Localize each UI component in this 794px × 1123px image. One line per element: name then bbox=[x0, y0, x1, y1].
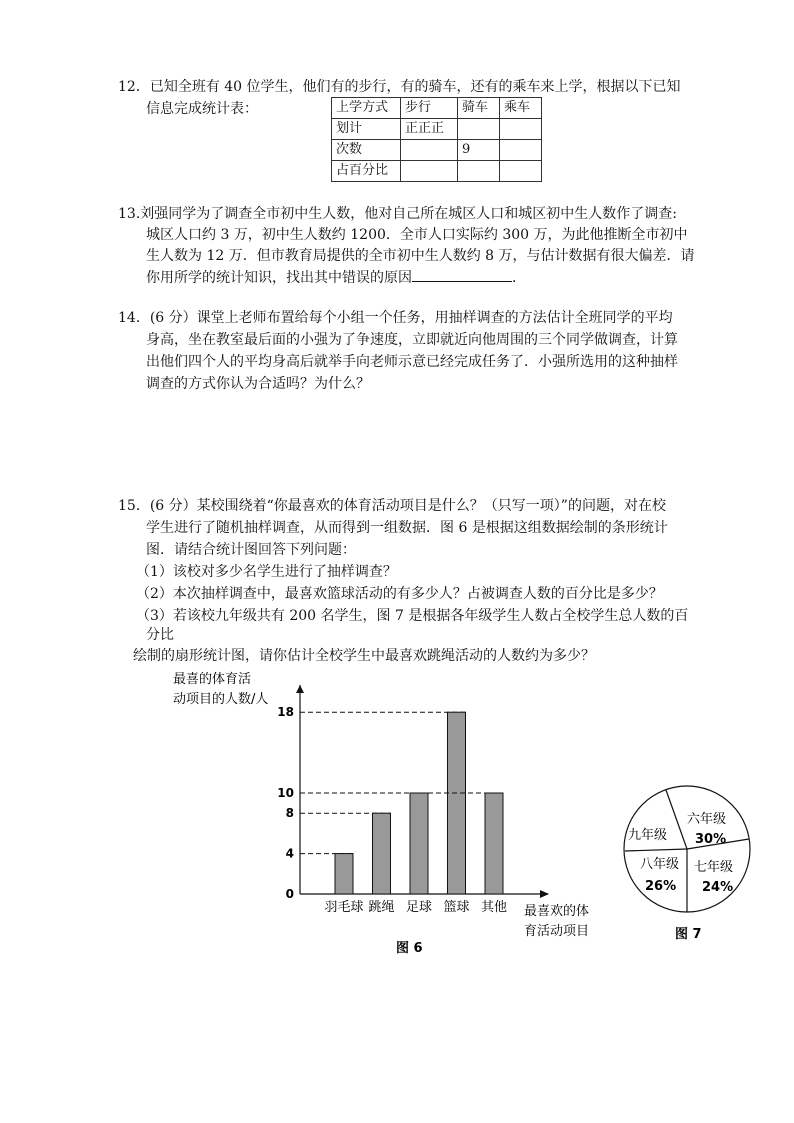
bar bbox=[373, 813, 391, 894]
table-header-row bbox=[332, 98, 542, 119]
table-header-cell: 上学方式 bbox=[332, 98, 401, 119]
q14-line1: 14．(6 分）课堂上老师布置给每个小组一个任务，用抽样调查的方法估计全班同学的平均 bbox=[118, 310, 673, 326]
q12-line2: 信息完成统计表： bbox=[146, 101, 258, 117]
q15-sub1: （1）该校对多少名学生进行了抽样调查？ bbox=[136, 564, 397, 580]
q13-line4 bbox=[146, 267, 526, 288]
x-tick-label: 篮球 bbox=[443, 900, 470, 915]
table-header-cell: 步行 bbox=[401, 98, 458, 119]
commute-table bbox=[331, 97, 542, 182]
table-cell: 划计 bbox=[332, 119, 401, 140]
bar bbox=[485, 793, 503, 894]
answer-blank[interactable] bbox=[412, 267, 512, 282]
y-tick-label: 0 bbox=[285, 887, 294, 901]
bar bbox=[335, 854, 353, 894]
x-tick-label: 跳绳 bbox=[368, 900, 395, 915]
table-header-cell: 乘车 bbox=[500, 98, 542, 119]
q13-line2: 城区人口约 3 万，初中生人数约 1200．全市人口实际约 300 万，为此他推断全市初中 bbox=[146, 227, 688, 243]
table-cell bbox=[458, 119, 500, 140]
bar bbox=[448, 712, 466, 894]
table-cell bbox=[401, 140, 458, 161]
x-tick-label: 其他 bbox=[480, 900, 508, 915]
pie-slice-label: 七年级 bbox=[694, 860, 734, 875]
table-cell: 正正正 bbox=[401, 119, 458, 140]
pie-slice-label: 八年级 bbox=[640, 857, 680, 872]
q13-line4-end: ． bbox=[512, 270, 526, 286]
table-row bbox=[332, 119, 542, 140]
y-tick-label: 8 bbox=[285, 806, 294, 821]
q15-line1: 15．(6 分）某校围绕着“你最喜欢的体育活动项目是什么？（只写一项）”的问题，对在校 bbox=[118, 498, 666, 514]
y-axis-label: 最喜的体育活 bbox=[173, 672, 252, 687]
q13-line3: 生人数为 12 万．但市教育局提供的全市初中生人数约 8 万，与估计数据有很大偏差．请 bbox=[146, 248, 695, 264]
x-tick-label: 足球 bbox=[405, 900, 433, 915]
q15-last-line: 绘制的扇形统计图，请你估计全校学生中最喜欢跳绳活动的人数约为多少？ bbox=[133, 648, 595, 664]
pie-slice-label: 九年级 bbox=[628, 828, 668, 843]
x-axis-label: 育活动项目 bbox=[524, 924, 590, 939]
pie-chart bbox=[615, 780, 765, 950]
q15-line3: 图．请结合统计图回答下列问题： bbox=[146, 542, 356, 558]
q14-line3: 出他们四个人的平均身高后就举手向老师示意已经完成任务了．小强所选用的这种抽样 bbox=[146, 354, 678, 370]
table-cell bbox=[401, 161, 458, 182]
y-tick-label: 10 bbox=[277, 786, 294, 800]
y-axis-arrow bbox=[296, 685, 304, 693]
bar-chart bbox=[160, 665, 620, 960]
x-axis-label: 最喜欢的体 bbox=[524, 904, 590, 919]
bar bbox=[410, 793, 428, 894]
pie-slice-label: 六年级 bbox=[687, 812, 727, 827]
table-row bbox=[332, 140, 542, 161]
q15-line2: 学生进行了随机抽样调查，从而得到一组数据．图 6 是根据这组数据绘制的条形统计 bbox=[146, 520, 668, 536]
table-cell: 9 bbox=[458, 140, 500, 161]
q13-line1: 13.刘强同学为了调查全市初中生人数，他对自己所在城区人口和城区初中生人数作了调查: bbox=[118, 206, 677, 222]
table-cell bbox=[500, 119, 542, 140]
q15-sub2: （2）本次抽样调查中，最喜欢篮球活动的有多少人？占被调查人数的百分比是多少？ bbox=[136, 586, 663, 602]
q15-sub3: （3）若该校九年级共有 200 名学生，图 7 是根据各年级学生人数占全校学生总人数的百 bbox=[136, 608, 689, 624]
table-header-cell: 骑车 bbox=[458, 98, 500, 119]
x-tick-label: 羽毛球 bbox=[324, 900, 364, 915]
y-axis-label: 动项目的人数/人 bbox=[173, 692, 269, 707]
figure-caption: 图 6 bbox=[396, 941, 423, 956]
figure-caption: 图 7 bbox=[675, 927, 702, 942]
q14-line2: 身高，坐在教室最后面的小强为了争速度，立即就近向他周围的三个同学做调查，计算 bbox=[146, 332, 678, 348]
y-tick-label: 4 bbox=[285, 846, 294, 861]
q15-sub3b: 分比 bbox=[146, 627, 174, 643]
table-cell bbox=[500, 140, 542, 161]
q12-line1: 12．已知全班有 40 位学生，他们有的步行，有的骑车，还有的乘车来上学，根据以下已知 bbox=[118, 79, 681, 95]
table-cell bbox=[458, 161, 500, 182]
x-axis-arrow bbox=[540, 890, 549, 898]
table-cell: 次数 bbox=[332, 140, 401, 161]
table-row bbox=[332, 161, 542, 182]
pie-slice-value: 26% bbox=[645, 879, 677, 894]
q14-line4: 调查的方式你认为合适吗？为什么？ bbox=[146, 376, 370, 392]
pie-slice-value: 24% bbox=[702, 880, 734, 895]
y-tick-label: 18 bbox=[277, 705, 294, 720]
table-cell bbox=[500, 161, 542, 182]
q13-line4-text: 你用所学的统计知识，找出其中错误的原因 bbox=[146, 270, 412, 286]
table-cell: 占百分比 bbox=[332, 161, 401, 182]
pie-slice-value: 30% bbox=[695, 832, 727, 847]
